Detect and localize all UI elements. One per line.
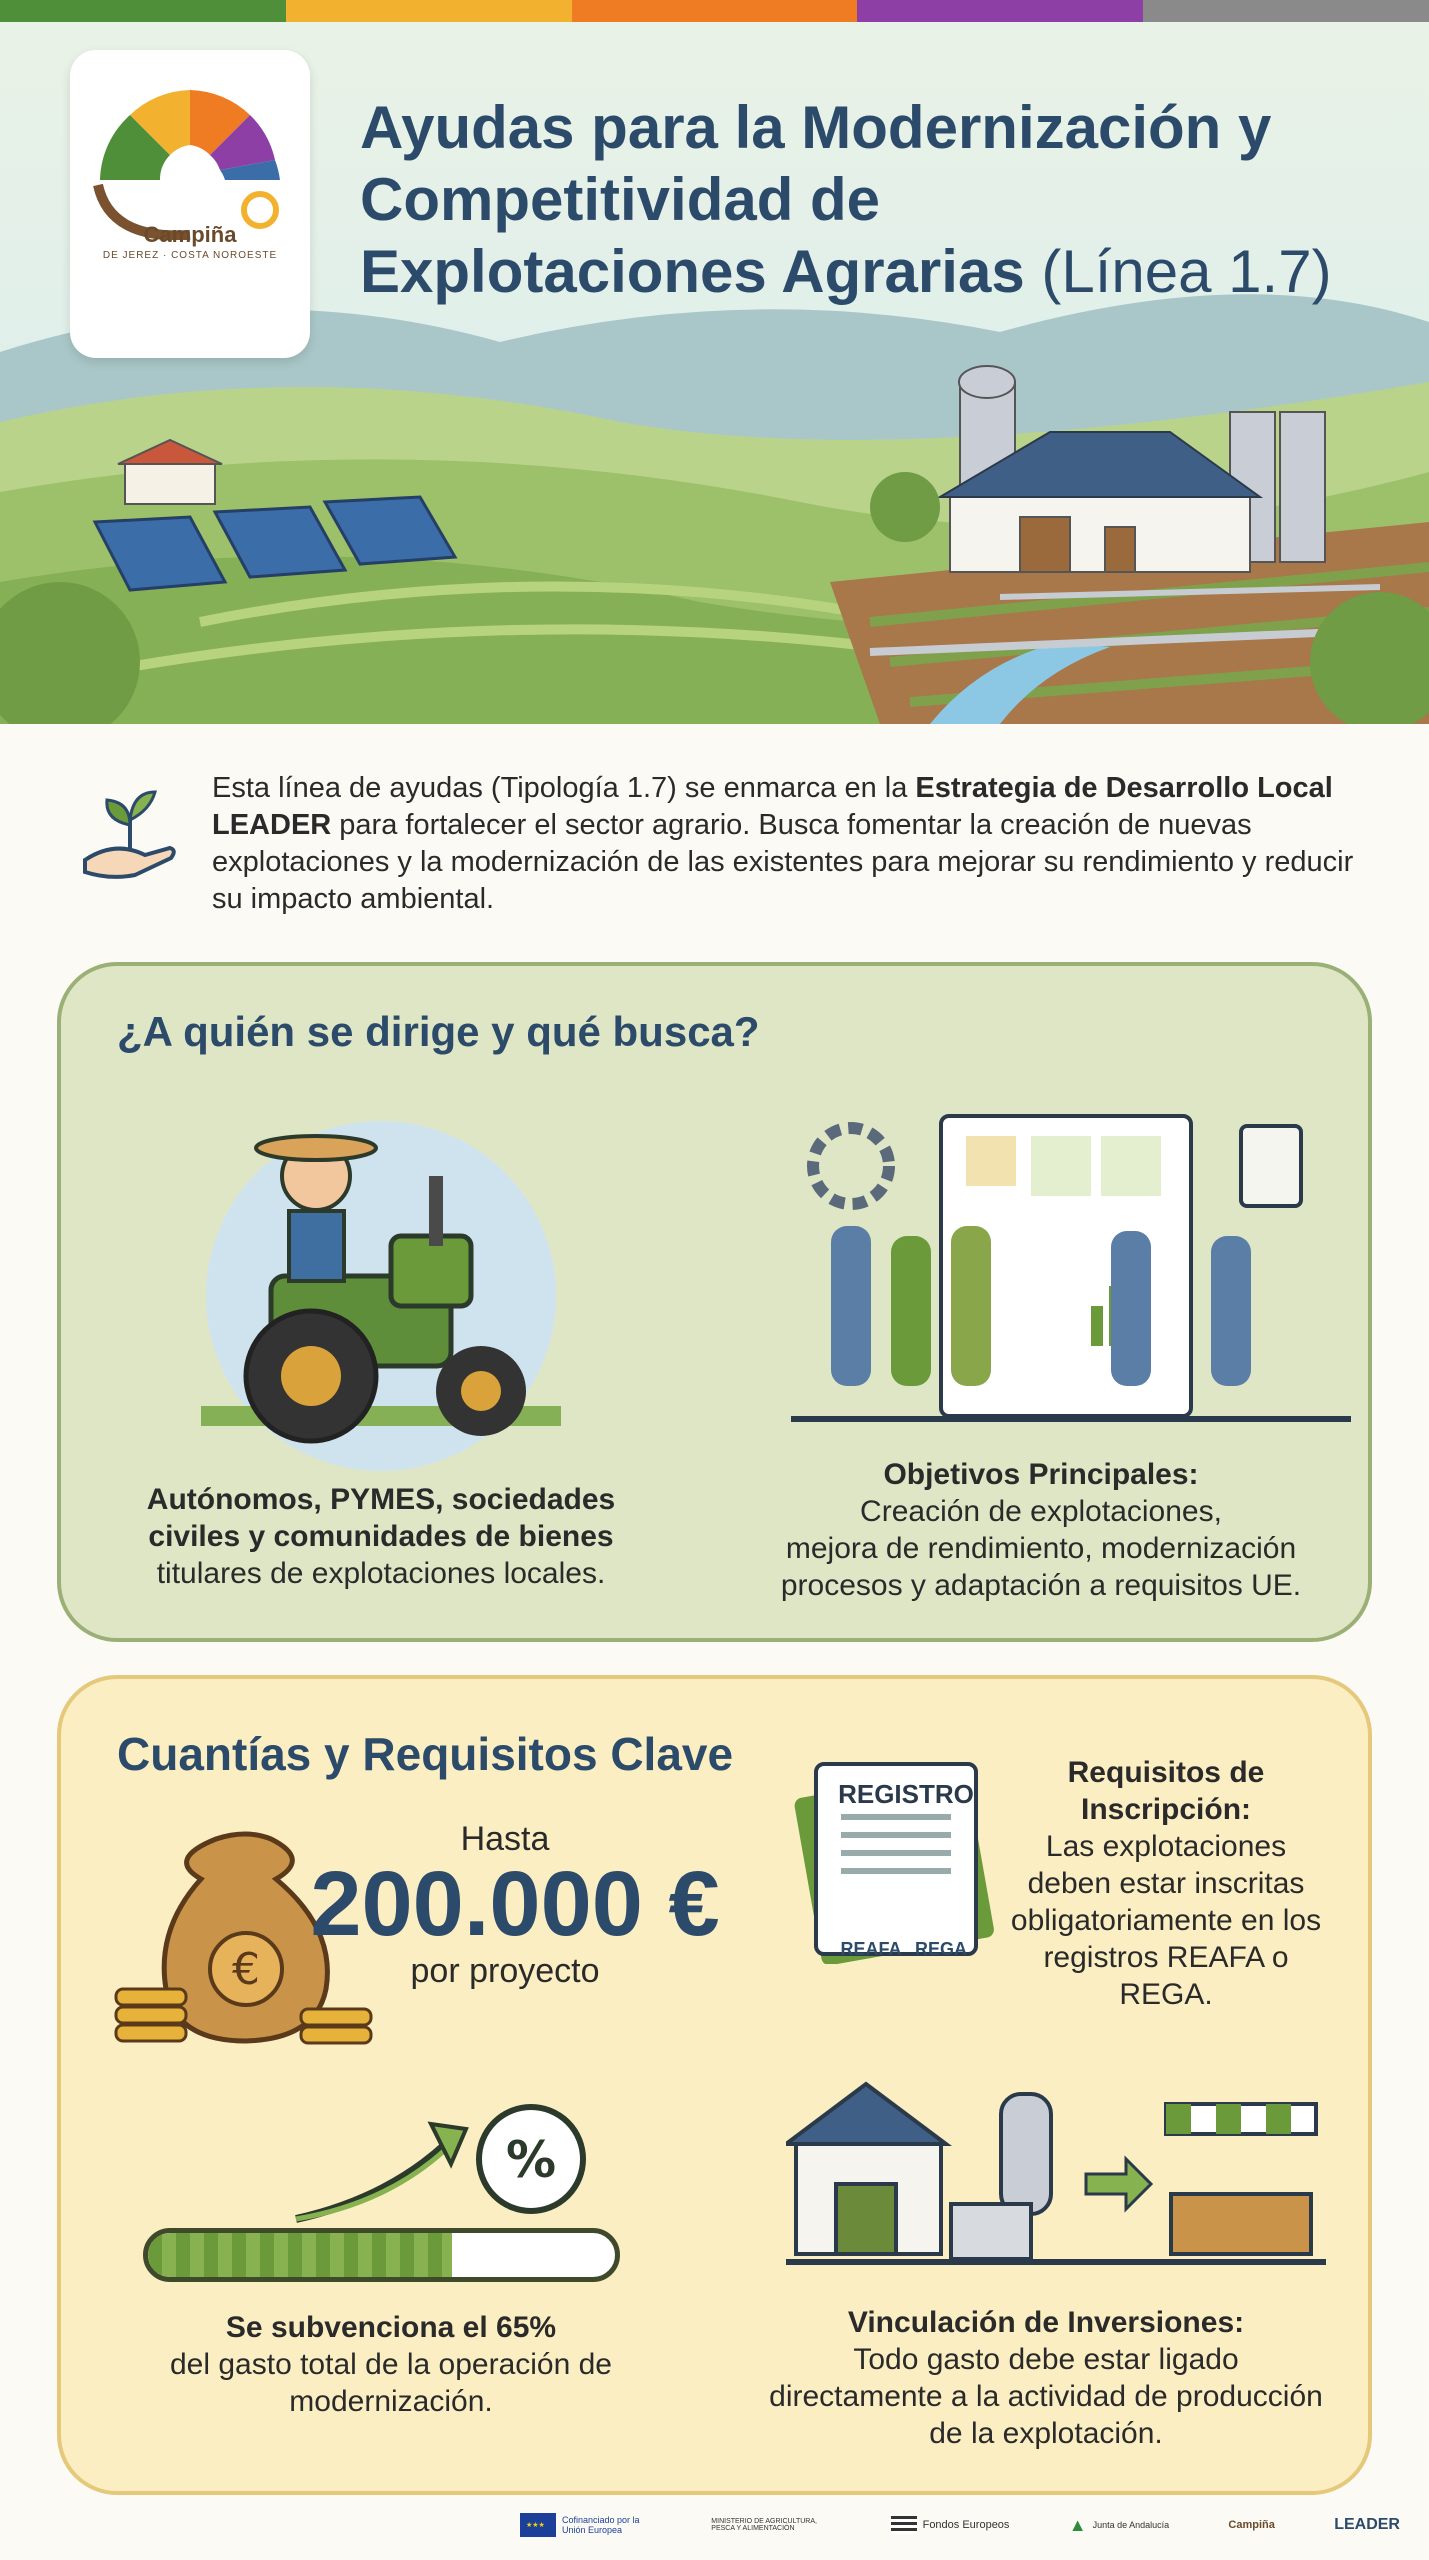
eu-flag-icon (520, 2513, 556, 2537)
campina-footer-logo (1228, 2519, 1274, 2531)
subsidy-pre: Se subvenciona el (225, 2311, 497, 2344)
intro-section (70, 770, 1370, 920)
objectives-line-1: Creación de explotaciones, (860, 1495, 1222, 1528)
req-title-1: Requisitos de (1067, 1756, 1265, 1789)
investment-link-caption (766, 2304, 1326, 2452)
intro-part-2: para fortalecer el sector agrario. Busca fomentar la creación de nuevas explotaciones y la modernización de las existentes para mejorar su rendimiento y reducir su impacto ambiental. (212, 809, 1354, 915)
junta-logo (1069, 2515, 1169, 2536)
team-planning-illustration (791, 1106, 1351, 1446)
registry-badge: REGISTRO (838, 1779, 974, 1809)
logo-brand-text: Campiña (143, 222, 237, 247)
subsidy-progress-bar (143, 2228, 620, 2282)
color-segment-green (0, 0, 286, 22)
eu-text: Cofinanciado por la Unión Europea (562, 2515, 640, 2535)
svg-text:%: % (505, 2131, 557, 2189)
campina-logo-icon (70, 60, 310, 240)
objectives-line-2: mejora de rendimiento, modernización (785, 1532, 1297, 1565)
req-title-2: Inscripción: (1080, 1793, 1252, 1826)
subsidy-value: 65% (496, 2311, 557, 2344)
funds-text: Fondos Europeos (922, 2519, 1010, 2531)
subsidy-rest: del gasto total de la operación de modernización. (170, 2348, 612, 2418)
subsidy-caption (141, 2309, 641, 2420)
footer-logos (520, 2505, 1400, 2545)
amounts-panel (57, 1675, 1372, 2495)
funds-logo (891, 2516, 1010, 2534)
link-title: Vinculación de Inversiones: (847, 2306, 1245, 2339)
junta-text: Junta de Andalucía (1092, 2520, 1170, 2530)
farmer-tractor-illustration (161, 1116, 601, 1476)
registry-requirements-caption (1006, 1754, 1326, 2013)
req-text: Las explotaciones deben estar inscritas obligatoriamente en los registros REAFA o REGA. (1010, 1830, 1322, 2011)
funds-flag-icon (891, 2516, 917, 2534)
title-line-1: Ayudas para la Modernización y (360, 94, 1272, 161)
target-heading: ¿A quién se dirige y qué busca? (117, 1008, 760, 1055)
title-suffix: (Línea 1.7) (1041, 238, 1332, 305)
color-segment-grey (1143, 0, 1429, 22)
top-color-bar (0, 0, 1429, 22)
ministry-text: MINISTERIO DE AGRICULTURA, PESCA Y ALIMENTACIÓN (711, 2518, 817, 2532)
color-segment-yellow (286, 0, 572, 22)
campina-footer-text: Campiña (1228, 2519, 1275, 2531)
leader-text: LEADER (1334, 2516, 1400, 2533)
rega-label: REGA (914, 1939, 967, 1959)
growth-percent-icon (286, 2089, 586, 2239)
objectives-line-3: procesos y adaptación a requisitos UE. (780, 1569, 1302, 1602)
eu-logo (520, 2513, 652, 2537)
intro-text (212, 770, 1372, 918)
amount-per-project: por proyecto (410, 1952, 600, 1990)
title-line-2: Competitividad de (360, 166, 881, 233)
color-segment-orange (572, 0, 858, 22)
logo-brand-subtext: DE JEREZ · COSTA NOROESTE (102, 250, 278, 261)
subsidy-progress-fill (148, 2233, 452, 2277)
amount-value: 200.000 € (310, 1853, 720, 1955)
reafa-label: REAFA (840, 1939, 902, 1959)
logo-card (70, 50, 310, 358)
objectives-caption (741, 1456, 1341, 1604)
hand-sprout-icon (75, 780, 185, 890)
amounts-heading: Cuantías y Requisitos Clave (117, 1728, 734, 1780)
title-line-3: Explotaciones Agrarias (360, 238, 1025, 305)
intro-bold: Estrategia de Desarrollo Local LEADER (212, 772, 1333, 841)
title-line-3-wrap (360, 236, 1380, 308)
beneficiaries-rest: titulares de explotaciones locales. (156, 1557, 606, 1590)
farm-to-market-illustration (786, 2054, 1326, 2284)
intro-part-1: Esta línea de ayudas (Tipología 1.7) se enmarca en la (212, 772, 916, 804)
page-title (360, 92, 1380, 308)
ministry-logo (711, 2518, 831, 2532)
leader-logo (1334, 2516, 1400, 2534)
amount-hasta: Hasta (460, 1820, 550, 1858)
hero-banner (0, 22, 1429, 724)
target-panel (57, 962, 1372, 1642)
svg-text:€: € (232, 1944, 260, 1995)
beneficiaries-caption (101, 1481, 661, 1592)
junta-icon: ▲ (1068, 2514, 1087, 2535)
beneficiaries-bold: Autónomos, PYMES, sociedades civiles y comunidades de bienes (146, 1483, 616, 1553)
color-segment-purple (857, 0, 1143, 22)
objectives-title: Objetivos Principales: (883, 1458, 1199, 1491)
link-text: Todo gasto debe estar ligado directamente a la actividad de producción de la explotación. (769, 2343, 1323, 2450)
